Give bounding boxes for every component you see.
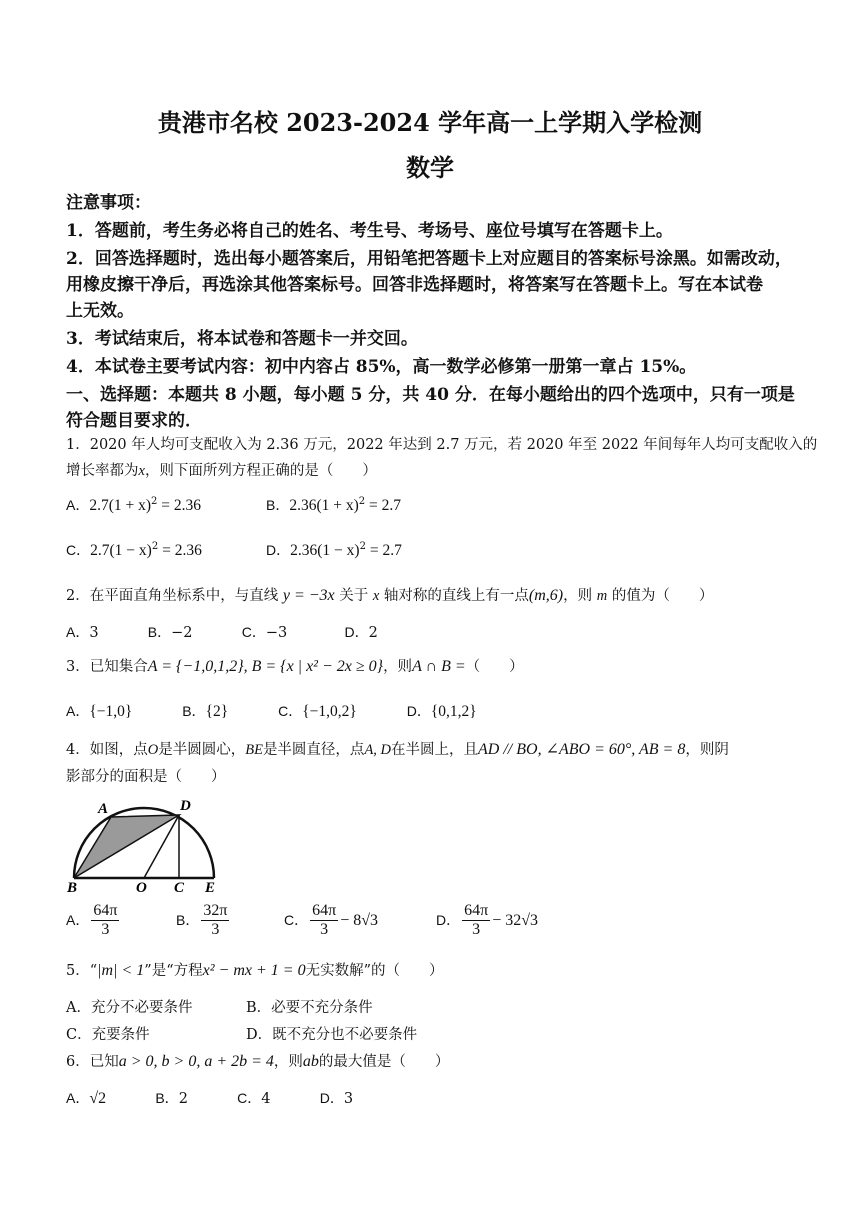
q2-options: A．3 B．−2 C．−3 D．2 — [66, 624, 378, 641]
q5-text: 5．“|m| < 1”是“方程x² − mx + 1 = 0无实数解”的（ ） — [66, 962, 444, 979]
q6-text: 6．已知a > 0, b > 0, a + 2b = 4，则ab的最大值是（ ） — [66, 1053, 450, 1070]
section-heading: 一、选择题：本题共 8 小题，每小题 5 分，共 40 分．在每小题给出的四个选项中，只有一项是 — [66, 385, 795, 405]
shaded-region — [74, 815, 179, 878]
notice-item: 1．答题前，考生务必将自己的姓名、考生号、考场号、座位号填写在答题卡上。 — [66, 221, 673, 241]
q5-option-d: D．既不充分也不必要条件 — [246, 1027, 418, 1043]
q3-text: 3．已知集合A = {−1,0,1,2}, B = {x | x² − 2x ≥ 0}，则A ∩ B =（ ） — [66, 658, 524, 675]
q4-option-c: C． $\frac{64\pi}{3}$ − 8√3 — [284, 902, 379, 938]
label-a: A — [98, 801, 109, 817]
q1-option-b: B．$2.36(1 + x)^2 = 2.7$ — [266, 495, 402, 514]
notice-item: 用橡皮擦干净后，再选涂其他答案标号。回答非选择题时，将答案写在答题卡上。写在本试卷 — [66, 275, 763, 295]
label-o: O — [136, 880, 147, 894]
q1-option-c: C．$2.7(1 - x)^2 = 2.36$ — [66, 540, 202, 559]
q1-option-d: D．$2.36(1 - x)^2 = 2.7$ — [266, 540, 402, 559]
q4-semicircle-figure — [64, 796, 224, 894]
q1-option-a: A．$2.7(1 + x)^2 = 2.36$ — [66, 495, 202, 514]
notice-heading: 注意事项： — [66, 193, 151, 213]
label-e: E — [205, 880, 216, 894]
label-b: B — [67, 880, 78, 894]
q5-option-a: A．充分不必要条件 — [66, 1000, 193, 1016]
q4-text-2: 影部分的面积是（ ） — [66, 769, 226, 785]
q5-option-c: C．充要条件 — [66, 1027, 150, 1043]
q4-text: 4．如图，点O是半圆圆心，BE是半圆直径，点A, D在半圆上，且AD // BO, ∠ABO = 60°, AB = 8，则阴 — [66, 741, 729, 758]
q6-options: A．√2 B．2 C．4 D．3 — [66, 1090, 354, 1107]
q4-option-d: D． $\frac{64\pi}{3}$ − 32√3 — [436, 902, 539, 938]
exam-title: 贵港市名校 2023-2024 学年高一上学期入学检测 — [157, 108, 703, 137]
q2-text: 2．在平面直角坐标系中，与直线 y = −3x 关于 x 轴对称的直线上有一点(m,6)，则 m 的值为（ ） — [66, 587, 714, 604]
subject-title: 数学 — [406, 153, 454, 182]
notice-item: 上无效。 — [66, 301, 134, 321]
label-d: D — [180, 798, 191, 814]
notice-item: 4．本试卷主要考试内容：初中内容占 85%，高一数学必修第一册第一章占 15%。 — [66, 357, 697, 377]
notice-item: 3．考试结束后，将本试卷和答题卡一并交回。 — [66, 329, 418, 349]
q5-option-b: B．必要不充分条件 — [246, 1000, 373, 1016]
q1-text-2: 增长率都为x，则下面所列方程正确的是（ ） — [66, 463, 377, 479]
label-c: C — [174, 880, 185, 894]
section-heading-cont: 符合题目要求的． — [66, 411, 202, 431]
q1-text: 1．2020 年人均可支配收入为 2.36 万元，2022 年达到 2.7 万元，若 2020 年至 2022 年间每年人均可支配收入的 — [66, 437, 818, 453]
notice-item: 2．回答选择题时，选出每小题答案后，用铅笔把答题卡上对应题目的答案标号涂黑。如需改动， — [66, 249, 792, 269]
q3-options: A．{−1,0} B．{2} C．{−1,0,2} D．{0,1,2} — [66, 703, 477, 720]
q4-option-a: A． $\frac{64\pi}{3}$ — [66, 902, 118, 938]
q4-option-b: B． $\frac{32\pi}{3}$ — [176, 902, 228, 938]
